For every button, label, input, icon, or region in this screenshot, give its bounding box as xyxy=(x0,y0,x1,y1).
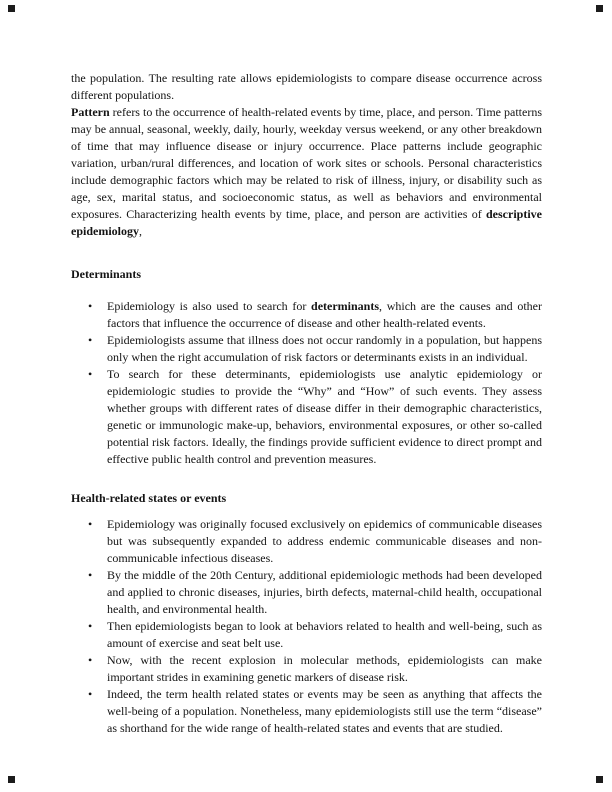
list-item xyxy=(71,516,542,567)
bold-term-pattern: Pattern xyxy=(71,105,110,119)
bullet-text: Indeed, the term health related states or events may be seen as anything that affects the well-being of a population. Nonetheless, many epidemiologists still use the term “disease” as shorthand for the wide range of health-related states and events that are studied. xyxy=(107,687,542,735)
bullet-text xyxy=(107,299,542,330)
paragraph-pattern xyxy=(71,104,542,240)
bullet-icon: • xyxy=(88,568,93,582)
paragraph-population-rate: the population. The resulting rate allows epidemiologists to compare disease occurrence across different populations. xyxy=(71,71,542,102)
bullet-icon: • xyxy=(88,299,93,313)
bold-term-descriptive-epidemiology: descriptive epidemiology xyxy=(71,207,542,238)
determinants-bullet-list xyxy=(71,298,542,468)
bullet-text: Now, with the recent explosion in molecular methods, epidemiologists can make important strides in examining genetic markers of disease risk. xyxy=(107,653,542,684)
corner-mark-bottom-left-icon xyxy=(8,776,15,783)
bullet-icon: • xyxy=(88,517,93,531)
paragraph-pattern-body: refers to the occurrence of health-related events by time, place, and person. Time patterns may be annual, seasonal, weekly, daily, hourly, weekday versus weekend, or any other breakdown of time that may influence disease or injury occurrence. Place patterns include geographic variation, urban/rural differences, and location of work sites or schools. Personal characteristics include demographic factors which may be related to risk of illness, injury, or disability such as age, sex, marital status, and socioeconomic status, as well as behaviors and environmental exposures. Characterizing health events by time, place, and person are activities of xyxy=(71,105,542,221)
list-item xyxy=(71,652,542,686)
bold-term-determinants: determinants xyxy=(311,299,380,313)
bullet-text: By the middle of the 20th Century, additional epidemiologic methods had been developed and applied to chronic diseases, injuries, birth defects, maternal-child health, occupational health, and environmental health. xyxy=(107,568,542,616)
bullet-text-run: Epidemiology is also used to search for xyxy=(107,299,312,313)
bullet-icon: • xyxy=(88,653,93,667)
paragraph-pattern-tail: , xyxy=(139,224,142,238)
list-item xyxy=(71,332,542,366)
list-item xyxy=(71,298,542,332)
heading-health-related-states-or-events: Health-related states or events xyxy=(71,491,227,505)
health-states-bullet-list xyxy=(71,516,542,737)
bullet-icon: • xyxy=(88,333,93,347)
bullet-text: Epidemiology was originally focused exclusively on epidemics of communicable diseases but was subsequently expanded to address endemic communicable diseases and non-communicable infectious diseases. xyxy=(107,517,542,565)
list-item xyxy=(71,366,542,468)
list-item xyxy=(71,686,542,737)
list-item xyxy=(71,618,542,652)
bullet-text: Epidemiologists assume that illness does not occur randomly in a population, but happens only when the right accumulation of risk factors or determinants exists in an individual. xyxy=(107,333,542,364)
heading-determinants: Determinants xyxy=(71,267,141,281)
corner-mark-top-right-icon xyxy=(596,5,603,12)
bullet-icon: • xyxy=(88,687,93,701)
bullet-icon: • xyxy=(88,619,93,633)
bullet-text: To search for these determinants, epidemiologists use analytic epidemiology or epidemiologic studies to provide the “Why” and “How” of such events. They assess whether groups with different rates of disease differ in their demographic characteristics, genetic or immunologic make-up, behaviors, environmental exposures, or other so-called potential risk factors. Ideally, the findings provide sufficient evidence to direct prompt and effective public health control and prevention measures. xyxy=(107,367,542,466)
list-item xyxy=(71,567,542,618)
corner-mark-top-left-icon xyxy=(8,5,15,12)
bullet-icon: • xyxy=(88,367,93,381)
corner-mark-bottom-right-icon xyxy=(596,776,603,783)
bullet-text-run: , which are the causes and other factors that influence the occurrence of disease and other health-related events. xyxy=(107,299,542,330)
bullet-text: Then epidemiologists began to look at behaviors related to health and well-being, such as amount of exercise and seat belt use. xyxy=(107,619,542,650)
